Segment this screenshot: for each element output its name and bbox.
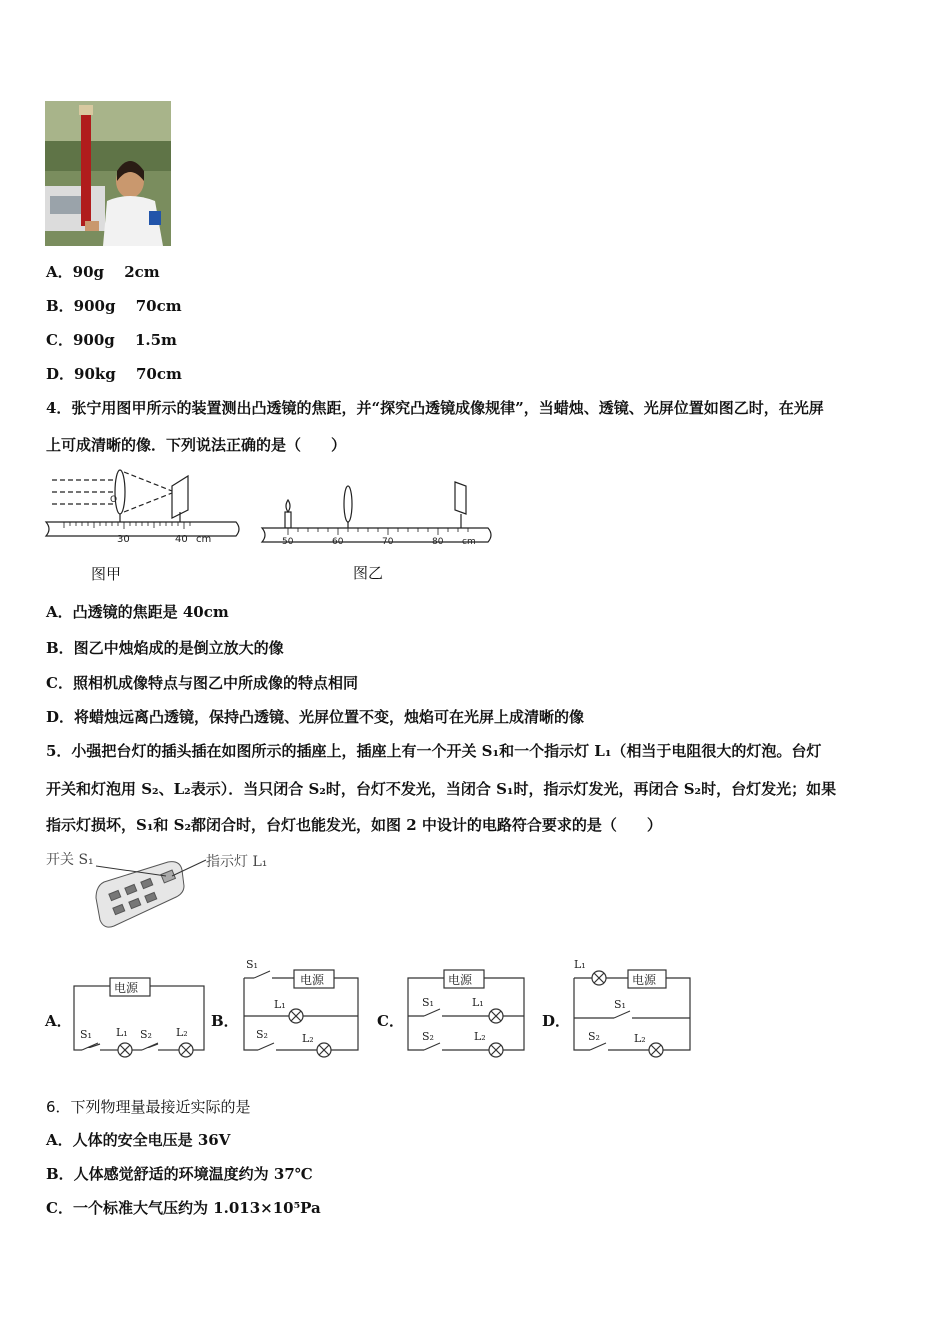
q3-option-a: A．90g 2cm bbox=[46, 263, 160, 281]
tick-label: 30 bbox=[117, 534, 130, 545]
q5-option-b-label: B． bbox=[211, 1012, 239, 1030]
power-source-label: 电源 bbox=[114, 981, 139, 995]
q4-option-c: C．照相机成像特点与图乙中所成像的特点相同 bbox=[46, 674, 358, 692]
torch-bearer-photo bbox=[45, 101, 171, 246]
s1-label: S₁ bbox=[422, 996, 434, 1009]
q6-option-c: C．一个标准大气压约为 1.013×10⁵Pa bbox=[46, 1199, 321, 1217]
q5-stem-line3: 指示灯损坏，S₁和 S₂都闭合时，台灯也能发光，如图 2 中设计的电路符合要求的是（ ） bbox=[46, 816, 662, 834]
q4-stem-line2: 上可成清晰的像．下列说法正确的是（ ） bbox=[46, 436, 347, 454]
s1-label: S₁ bbox=[246, 958, 258, 971]
switch-label: 开关 S₁ bbox=[46, 852, 94, 868]
power-strip-figure bbox=[44, 846, 284, 938]
l1-label: L₁ bbox=[274, 998, 286, 1011]
figure-yi-caption: 图乙 bbox=[353, 564, 384, 582]
q4-option-a: A．凸透镜的焦距是 40cm bbox=[46, 603, 229, 621]
lens-label: O bbox=[110, 495, 118, 505]
tick-label: cm bbox=[462, 537, 476, 547]
power-source-label: 电源 bbox=[300, 973, 325, 987]
l1-label: L₁ bbox=[574, 958, 586, 971]
figure-jia-focal-length bbox=[44, 466, 244, 556]
l2-label: L₂ bbox=[474, 1030, 486, 1043]
tick-label: 50 bbox=[282, 537, 294, 547]
circuit-a bbox=[70, 970, 210, 1058]
s1-label: S₁ bbox=[614, 998, 626, 1011]
tick-label: 80 bbox=[432, 537, 444, 547]
q6-option-b: B．人体感觉舒适的环境温度约为 37℃ bbox=[46, 1165, 313, 1183]
indicator-lamp-label: 指示灯 L₁ bbox=[206, 854, 268, 870]
q5-stem-line1: 5．小强把台灯的插头插在如图所示的插座上，插座上有一个开关 S₁和一个指示灯 L₁（相当于电阻很大的灯泡。台灯 bbox=[46, 742, 822, 760]
q3-option-b: B．900g 70cm bbox=[46, 297, 182, 315]
q5-stem-line2: 开关和灯泡用 S₂、L₂表示）．当只闭合 S₂时，台灯不发光，当闭合 S₁时，指示灯发光，再闭合 S₂时，台灯发光；如果 bbox=[46, 780, 837, 798]
s2-label: S₂ bbox=[422, 1030, 434, 1043]
figure-yi-imaging-setup bbox=[258, 474, 498, 554]
figure-jia-caption: 图甲 bbox=[91, 565, 122, 583]
l2-label: L₂ bbox=[634, 1032, 646, 1045]
l2-label: L₂ bbox=[176, 1026, 188, 1039]
q3-option-c: C．900g 1.5m bbox=[46, 331, 177, 349]
q6-stem: 6．下列物理量最接近实际的是 bbox=[46, 1098, 251, 1116]
tick-label: 70 bbox=[382, 537, 394, 547]
q5-option-d-label: D． bbox=[542, 1012, 571, 1030]
circuit-b bbox=[238, 954, 364, 1058]
power-source-label: 电源 bbox=[448, 973, 473, 987]
s2-label: S₂ bbox=[140, 1028, 152, 1041]
tick-label: cm bbox=[196, 534, 212, 545]
q5-option-a-label: A． bbox=[45, 1012, 72, 1030]
s2-label: S₂ bbox=[588, 1030, 600, 1043]
q4-option-d: D．将蜡烛远离凸透镜，保持凸透镜、光屏位置不变，烛焰可在光屏上成清晰的像 bbox=[46, 708, 585, 726]
l1-label: L₁ bbox=[116, 1026, 128, 1039]
tick-label: 60 bbox=[332, 537, 344, 547]
circuit-d bbox=[570, 956, 696, 1058]
q4-option-b: B．图乙中烛焰成的是倒立放大的像 bbox=[46, 639, 284, 657]
q6-option-a: A．人体的安全电压是 36V bbox=[46, 1131, 231, 1149]
s1-label: S₁ bbox=[80, 1028, 92, 1041]
s2-label: S₂ bbox=[256, 1028, 268, 1041]
q4-stem-line1: 4．张宁用图甲所示的装置测出凸透镜的焦距，并“探究凸透镜成像规律”，当蜡烛、透镜、光屏位置如图乙时，在光屏 bbox=[46, 399, 824, 417]
q5-option-c-label: C． bbox=[377, 1012, 404, 1030]
power-source-label: 电源 bbox=[632, 973, 657, 987]
q3-option-d: D．90kg 70cm bbox=[46, 365, 182, 383]
l2-label: L₂ bbox=[302, 1032, 314, 1045]
tick-label: 40 bbox=[175, 534, 188, 545]
circuit-c bbox=[404, 962, 530, 1058]
l1-label: L₁ bbox=[472, 996, 484, 1009]
